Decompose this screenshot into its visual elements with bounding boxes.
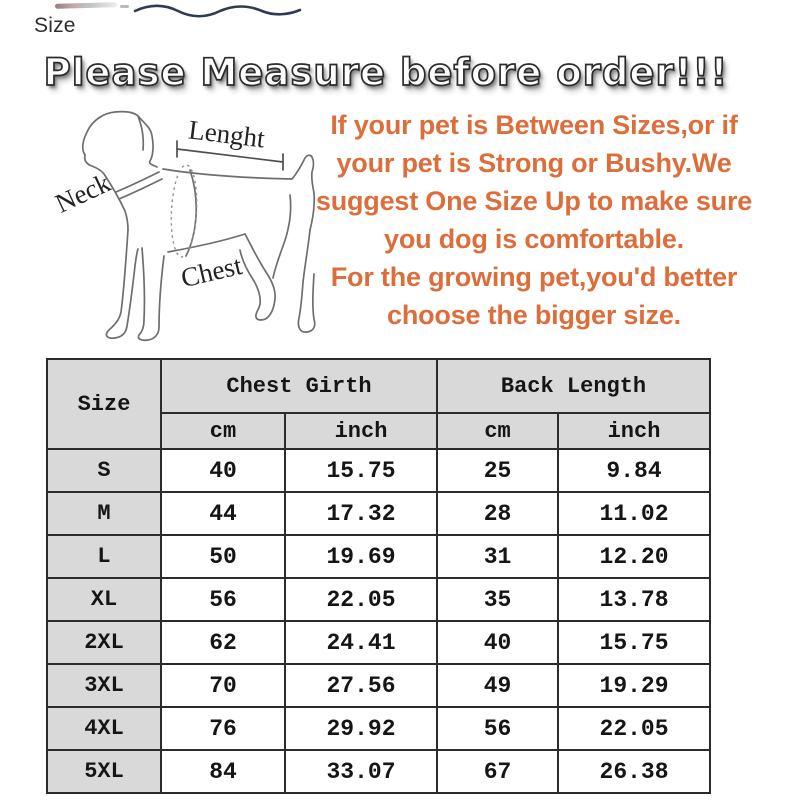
chest-cm-cell: 70 [161, 664, 285, 707]
chest-cm-cell: 84 [161, 750, 285, 793]
header-chest-cm: cm [161, 413, 285, 449]
chest-inch-cell: 24.41 [285, 621, 437, 664]
dog-collar-line [119, 179, 162, 199]
chest-cm-cell: 76 [161, 707, 285, 750]
dog-belly-line [168, 234, 245, 252]
back-cm-cell: 67 [437, 750, 558, 793]
back-cm-cell: 35 [437, 578, 558, 621]
dog-tail-outline [292, 155, 314, 230]
header-size: Size [47, 359, 161, 449]
chest-cm-cell: 44 [161, 492, 285, 535]
chest-cm-cell: 62 [161, 621, 285, 664]
dog-rear-leg [240, 234, 275, 320]
size-chart-table [46, 358, 711, 794]
neck-label: Neck [50, 167, 115, 219]
table-row [47, 492, 710, 535]
dog-head-outline [83, 112, 157, 167]
chest-inch-cell: 19.69 [285, 535, 437, 578]
length-measure-line [177, 149, 283, 162]
dog-rear-leg [298, 230, 314, 332]
header-back-inch: inch [558, 413, 710, 449]
dog-back-line [163, 169, 292, 179]
top-smudge-dot [120, 5, 129, 8]
size-cell: S [47, 449, 161, 492]
sizing-notice-text [303, 106, 765, 334]
chest-inch-cell: 27.56 [285, 664, 437, 707]
size-cell: 3XL [47, 664, 161, 707]
page-title: Please Measure before order!!! [43, 51, 729, 94]
chest-cm-cell: 56 [161, 578, 285, 621]
chest-inch-cell: 29.92 [285, 707, 437, 750]
back-inch-cell: 11.02 [558, 492, 710, 535]
section-title-size: Size [34, 14, 76, 37]
chest-inch-cell: 22.05 [285, 578, 437, 621]
back-inch-cell: 19.29 [558, 664, 710, 707]
back-inch-cell: 12.20 [558, 535, 710, 578]
dog-collar-line [116, 172, 159, 192]
dog-front-leg [106, 230, 138, 338]
header-chest-girth: Chest Girth [161, 359, 437, 413]
header-back-cm: cm [437, 413, 558, 449]
dog-front-leg [138, 248, 164, 340]
dog-rear-thigh-line [273, 195, 291, 278]
back-inch-cell: 15.75 [558, 621, 710, 664]
back-cm-cell: 31 [437, 535, 558, 578]
length-label: Lenght [186, 114, 267, 154]
back-inch-cell: 22.05 [558, 707, 710, 750]
back-inch-cell: 9.84 [558, 449, 710, 492]
top-smudge-artifact [55, 2, 117, 9]
wave-divider [132, 1, 304, 23]
size-cell: 2XL [47, 621, 161, 664]
table-row [47, 578, 710, 621]
chest-cm-cell: 50 [161, 535, 285, 578]
chest-inch-cell: 33.07 [285, 750, 437, 793]
notice-line: choose the bigger size. [387, 300, 681, 330]
back-cm-cell: 28 [437, 492, 558, 535]
back-cm-cell: 25 [437, 449, 558, 492]
size-cell: 4XL [47, 707, 161, 750]
chest-inch-cell: 17.32 [285, 492, 437, 535]
back-inch-cell: 26.38 [558, 750, 710, 793]
table-row [47, 707, 710, 750]
back-cm-cell: 49 [437, 664, 558, 707]
table-header-row [47, 359, 710, 413]
chest-girth-ellipse [169, 164, 199, 257]
table-row [47, 535, 710, 578]
size-cell: M [47, 492, 161, 535]
table-row [47, 449, 710, 492]
header-back-length: Back Length [437, 359, 710, 413]
notice-line: you dog is comfortable. [384, 224, 684, 254]
header-chest-inch: inch [285, 413, 437, 449]
notice-line: suggest One Size Up to make sure [315, 186, 753, 216]
dog-measurement-diagram [40, 100, 350, 345]
dog-diagram-svg [40, 100, 350, 345]
table-row [47, 664, 710, 707]
table-row [47, 750, 710, 793]
back-cm-cell: 40 [437, 621, 558, 664]
chest-inch-cell: 15.75 [285, 449, 437, 492]
notice-line: If your pet is Between Sizes,or if [330, 110, 738, 140]
notice-line: For the growing pet,you'd better [330, 262, 738, 292]
size-cell: L [47, 535, 161, 578]
back-inch-cell: 13.78 [558, 578, 710, 621]
size-cell: 5XL [47, 750, 161, 793]
wave-line [135, 6, 300, 17]
table-row [47, 621, 710, 664]
size-cell: XL [47, 578, 161, 621]
back-cm-cell: 56 [437, 707, 558, 750]
chest-label: Chest [178, 250, 245, 294]
notice-line: your pet is Strong or Bushy.We [336, 148, 732, 178]
chest-cm-cell: 40 [161, 449, 285, 492]
